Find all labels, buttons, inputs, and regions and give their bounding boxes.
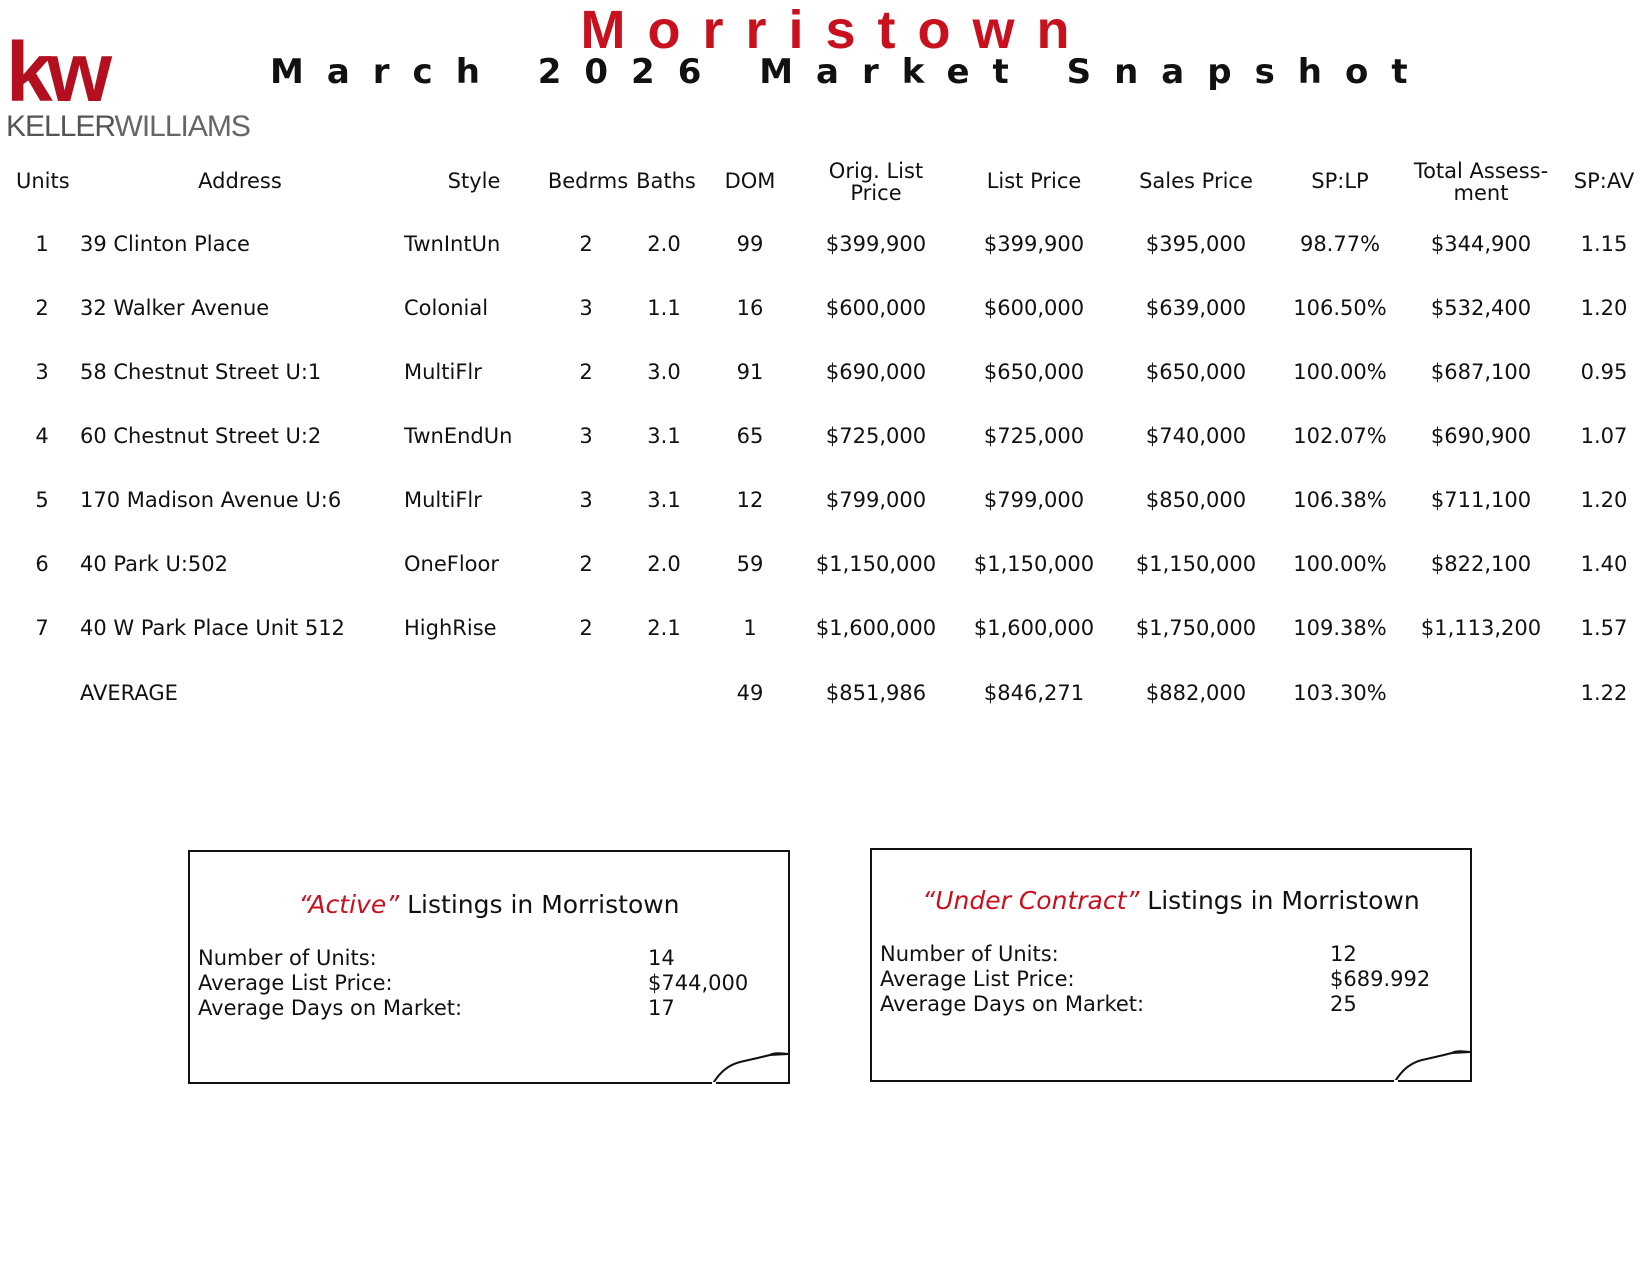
row-style: HighRise [404, 616, 497, 640]
row-unit: 5 [35, 488, 49, 512]
col-header-orig-list-line1: Orig. List [828, 159, 924, 183]
active-title-rest: Listings in Morristown [399, 890, 680, 919]
col-header-bedrms: Bedrms [547, 169, 629, 193]
row-sales-price: $740,000 [1145, 424, 1247, 448]
under-contract-units-label: Number of Units: [880, 942, 1059, 966]
row-orig-list-price: $725,000 [825, 424, 927, 448]
col-header-assess-line2: ment [1453, 181, 1509, 205]
logo-name-b: WILLIAMS [114, 110, 250, 143]
under-contract-status: “Under Contract” [922, 886, 1140, 915]
row-spav: 1.57 [1580, 616, 1628, 640]
row-orig-list-price: $799,000 [825, 488, 927, 512]
row-sales-price: $639,000 [1145, 296, 1247, 320]
row-spav: 0.95 [1580, 360, 1628, 384]
under-contract-dom-value: 25 [1330, 992, 1357, 1016]
average-list-price: $846,271 [983, 681, 1085, 705]
row-spav: 1.20 [1580, 488, 1628, 512]
active-price-label: Average List Price: [198, 971, 393, 995]
col-header-sales-price: Sales Price [1139, 169, 1253, 193]
row-dom: 16 [736, 296, 764, 320]
row-bedrms: 2 [579, 552, 593, 576]
row-baths: 3.1 [647, 488, 681, 512]
col-header-splp: SP:LP [1311, 169, 1369, 193]
row-unit: 1 [35, 232, 49, 256]
row-orig-list-price: $399,900 [825, 232, 927, 256]
row-list-price: $1,150,000 [973, 552, 1095, 576]
row-style: TwnEndUn [404, 424, 513, 448]
row-baths: 3.1 [647, 424, 681, 448]
row-address: 40 W Park Place Unit 512 [80, 616, 345, 640]
active-units-label: Number of Units: [198, 946, 377, 970]
row-sales-price: $850,000 [1145, 488, 1247, 512]
row-style: OneFloor [404, 552, 500, 576]
page-curl-icon [1394, 1050, 1472, 1082]
row-spav: 1.40 [1580, 552, 1628, 576]
row-sales-price: $1,750,000 [1135, 616, 1257, 640]
row-baths: 2.0 [647, 552, 681, 576]
average-dom: 49 [736, 681, 764, 705]
row-style: Colonial [404, 296, 489, 320]
average-label: AVERAGE [80, 681, 178, 705]
logo-wordmark [6, 110, 250, 144]
row-sales-price: $395,000 [1145, 232, 1247, 256]
row-total-assessment: $822,100 [1430, 552, 1532, 576]
kw-logo-mark: kw [6, 25, 107, 119]
row-orig-list-price: $1,600,000 [815, 616, 937, 640]
active-price-value: $744,000 [648, 971, 749, 995]
row-list-price: $650,000 [983, 360, 1085, 384]
row-baths: 2.1 [647, 616, 681, 640]
active-card-title [190, 890, 788, 920]
row-dom: 59 [736, 552, 764, 576]
row-orig-list-price: $600,000 [825, 296, 927, 320]
row-address: 32 Walker Avenue [80, 296, 270, 320]
col-header-style: Style [447, 169, 501, 193]
row-list-price: $399,900 [983, 232, 1085, 256]
under-contract-units-value: 12 [1330, 942, 1357, 966]
page-title: Morristown [580, 0, 1092, 60]
col-header-baths: Baths [636, 169, 696, 193]
row-address: 170 Madison Avenue U:6 [80, 488, 342, 512]
row-total-assessment: $1,113,200 [1420, 616, 1542, 640]
logo-name-a: KELLER [6, 110, 115, 143]
row-baths: 2.0 [647, 232, 681, 256]
row-style: MultiFlr [404, 360, 482, 384]
average-sales-price: $882,000 [1145, 681, 1247, 705]
row-bedrms: 2 [579, 360, 593, 384]
row-dom: 12 [736, 488, 764, 512]
row-bedrms: 2 [579, 616, 593, 640]
row-dom: 91 [736, 360, 764, 384]
row-sales-price: $650,000 [1145, 360, 1247, 384]
row-bedrms: 3 [579, 424, 593, 448]
col-header-list-price: List Price [986, 169, 1082, 193]
row-unit: 6 [35, 552, 49, 576]
row-spav: 1.20 [1580, 296, 1628, 320]
col-header-total-assessment [1414, 160, 1548, 204]
active-dom-value: 17 [648, 996, 675, 1020]
row-splp: 98.77% [1299, 232, 1381, 256]
row-total-assessment: $690,900 [1430, 424, 1532, 448]
col-header-spav: SP:AV [1573, 169, 1635, 193]
row-address: 39 Clinton Place [80, 232, 250, 256]
row-address: 58 Chestnut Street U:1 [80, 360, 322, 384]
row-total-assessment: $344,900 [1430, 232, 1532, 256]
row-unit: 4 [35, 424, 49, 448]
row-list-price: $600,000 [983, 296, 1085, 320]
col-header-units: Units [16, 169, 70, 193]
row-dom: 1 [743, 616, 757, 640]
row-baths: 3.0 [647, 360, 681, 384]
row-splp: 106.50% [1293, 296, 1387, 320]
under-contract-title-rest: Listings in Morristown [1139, 886, 1420, 915]
row-spav: 1.07 [1580, 424, 1628, 448]
active-units-value: 14 [648, 946, 675, 970]
under-contract-price-value: $689.992 [1330, 967, 1431, 991]
row-bedrms: 3 [579, 296, 593, 320]
row-baths: 1.1 [647, 296, 681, 320]
row-splp: 106.38% [1293, 488, 1387, 512]
row-unit: 7 [35, 616, 49, 640]
row-list-price: $1,600,000 [973, 616, 1095, 640]
row-list-price: $725,000 [983, 424, 1085, 448]
average-spav: 1.22 [1580, 681, 1628, 705]
average-orig-list: $851,986 [825, 681, 927, 705]
active-listings-card [188, 850, 790, 1084]
row-total-assessment: $687,100 [1430, 360, 1532, 384]
row-unit: 2 [35, 296, 49, 320]
row-address: 40 Park U:502 [80, 552, 228, 576]
row-total-assessment: $711,100 [1430, 488, 1532, 512]
row-splp: 100.00% [1293, 552, 1387, 576]
row-list-price: $799,000 [983, 488, 1085, 512]
row-total-assessment: $532,400 [1430, 296, 1532, 320]
row-splp: 102.07% [1293, 424, 1387, 448]
active-status: “Active” [298, 890, 400, 919]
row-bedrms: 3 [579, 488, 593, 512]
page-subtitle: March 2026 Market Snapshot [270, 52, 1431, 92]
under-contract-listings-card [870, 848, 1472, 1082]
row-dom: 99 [736, 232, 764, 256]
row-style: TwnIntUn [404, 232, 501, 256]
row-sales-price: $1,150,000 [1135, 552, 1257, 576]
under-contract-price-label: Average List Price: [880, 967, 1075, 991]
under-contract-card-title [872, 886, 1470, 916]
under-contract-dom-label: Average Days on Market: [880, 992, 1145, 1016]
row-splp: 100.00% [1293, 360, 1387, 384]
active-dom-label: Average Days on Market: [198, 996, 463, 1020]
row-unit: 3 [35, 360, 49, 384]
row-style: MultiFlr [404, 488, 482, 512]
page-curl-icon [712, 1052, 790, 1084]
row-dom: 65 [736, 424, 764, 448]
average-splp: 103.30% [1293, 681, 1387, 705]
col-header-orig-list-price [829, 160, 923, 204]
col-header-address: Address [198, 169, 282, 193]
row-spav: 1.15 [1580, 232, 1628, 256]
row-bedrms: 2 [579, 232, 593, 256]
col-header-dom: DOM [724, 169, 776, 193]
row-address: 60 Chestnut Street U:2 [80, 424, 322, 448]
col-header-orig-list-line2: Price [850, 181, 902, 205]
col-header-assess-line1: Total Assess- [1413, 159, 1549, 183]
row-orig-list-price: $1,150,000 [815, 552, 937, 576]
row-orig-list-price: $690,000 [825, 360, 927, 384]
row-splp: 109.38% [1293, 616, 1387, 640]
